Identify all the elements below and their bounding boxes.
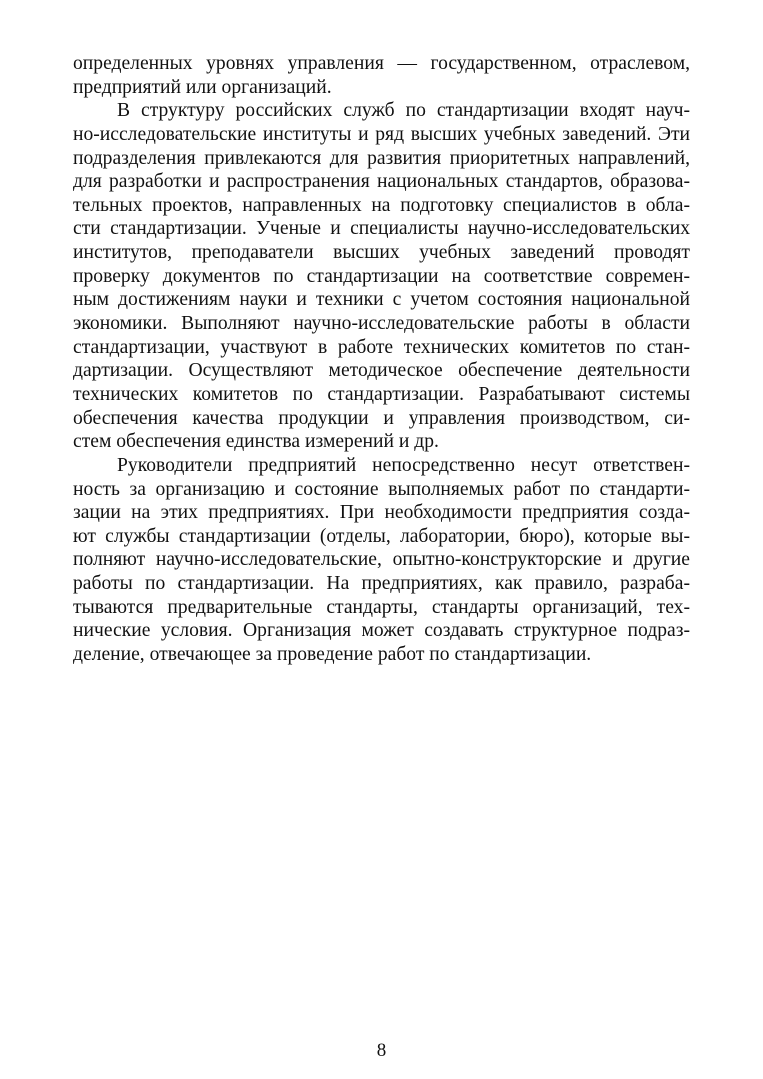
text-line: тываются предварительные стандарты, стандарты организаций, тех- [73, 596, 690, 618]
text-line: подразделения привлекаются для развития приоритетных направлений, [73, 147, 690, 169]
text-line: полняют научно-исследовательские, опытно-конструкторские и другие [73, 549, 690, 571]
text-line: нические условия. Организация может создавать структурное подраз- [73, 620, 690, 642]
text-line: обеспечения качества продукции и управления производством, си- [73, 407, 690, 429]
text-line: зации на этих предприятиях. При необходимости предприятия созда- [73, 502, 690, 524]
page-number: 8 [376, 1040, 387, 1061]
text-line: экономики. Выполняют научно-исследовательские работы в области [73, 313, 690, 335]
text-line: сти стандартизации. Ученые и специалисты научно-исследовательских [73, 218, 690, 240]
paragraph-1 [73, 52, 690, 99]
text-line: институтов, преподаватели высших учебных заведений проводят [73, 242, 690, 264]
text-line: Руководители предприятий непосредственно несут ответствен- [117, 454, 690, 476]
paragraph-3 [73, 454, 690, 667]
text-line: деление, отвечающее за проведение работ по стандартизации. [73, 644, 592, 666]
text-line: ность за организацию и состояние выполняемых работ по стандарти- [73, 478, 690, 500]
text-line: тельных проектов, направленных на подготовку специалистов в обла- [73, 194, 690, 216]
paragraph-2 [73, 99, 690, 454]
text-line: работы по стандартизации. На предприятиях, как правило, разраба- [73, 573, 690, 595]
text-line: ют службы стандартизации (отделы, лаборатории, бюро), которые вы- [73, 525, 690, 547]
text-line: стем обеспечения единства измерений и др. [73, 431, 439, 453]
text-line: предприятий или организаций. [73, 76, 332, 98]
text-line: ным достижениям науки и техники с учетом состояния национальной [73, 289, 690, 311]
text-line: дартизации. Осуществляют методическое обеспечение деятельности [73, 360, 690, 382]
text-line: технических комитетов по стандартизации. Разрабатывают системы [73, 383, 690, 405]
text-line: В структуру российских служб по стандартизации входят науч- [117, 100, 690, 122]
text-line: но-исследовательские институты и ряд высших учебных заведений. Эти [73, 123, 690, 145]
text-line: для разработки и распространения национальных стандартов, образова- [73, 171, 690, 193]
text-line: проверку документов по стандартизации на соответствие современ- [73, 265, 690, 287]
text-line: определенных уровнях управления — государственном, отраслевом, [73, 53, 690, 74]
page-body [73, 52, 690, 667]
text-line: стандартизации, участвуют в работе технических комитетов по стан- [73, 336, 690, 358]
